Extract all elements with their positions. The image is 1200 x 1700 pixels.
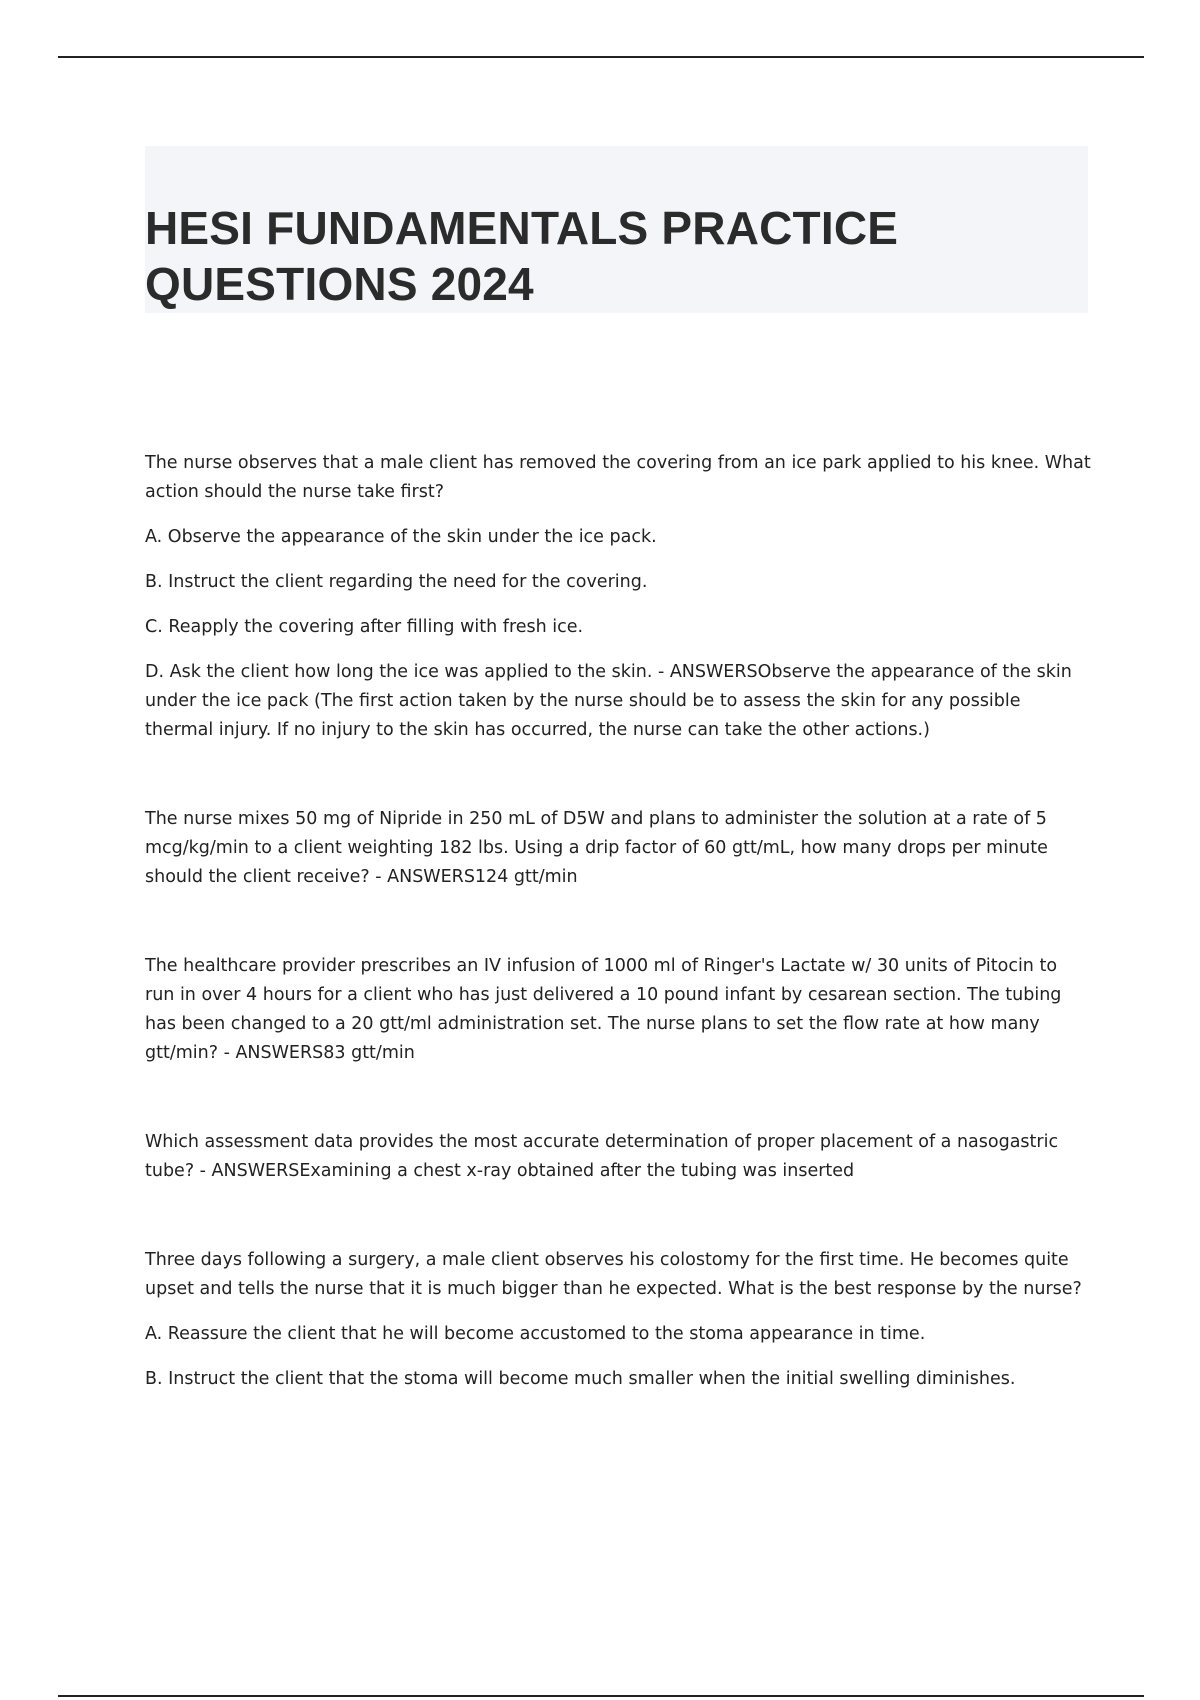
question-block [145, 952, 1091, 1068]
answer-option: A. Observe the appearance of the skin under the ice pack. [145, 527, 657, 547]
question-block [145, 449, 1091, 745]
answer-option: C. Reapply the covering after filling with fresh ice. [145, 617, 584, 637]
question-block [145, 1128, 1091, 1186]
top-divider [58, 56, 1144, 58]
question-text: Which assessment data provides the most accurate determination of proper placement of a nasogastric tube? - ANSWERSExamining a chest x-ray obtained after the tubing was inserted [145, 1132, 1059, 1181]
question-block [145, 805, 1091, 892]
bottom-divider [58, 1695, 1144, 1697]
question-text: Three days following a surgery, a male client observes his colostomy for the first time. He becomes quite upset and tells the nurse that it is much bigger than he expected. What is the best response by the nurse? [145, 1250, 1082, 1299]
question-block [145, 1246, 1091, 1394]
document-title: HESI FUNDAMENTALS PRACTICE QUESTIONS 2024 [145, 202, 899, 310]
answer-option: A. Reassure the client that he will become accustomed to the stoma appearance in time. [145, 1324, 926, 1344]
answer-option: D. Ask the client how long the ice was applied to the skin. - ANSWERSObserve the appearance of the skin under the ice pack (The first action taken by the nurse should be to assess the skin for any possible thermal injury. If no injury to the skin has occurred, the nurse can take the other actions.) [145, 662, 1072, 740]
questions-list [145, 449, 1091, 1394]
question-text: The nurse mixes 50 mg of Nipride in 250 mL of D5W and plans to administer the solution at a rate of 5 mcg/kg/min to a client weighting 182 lbs. Using a drip factor of 60 gtt/mL, how many drops per minute should the client receive? - ANSWERS124 gtt/min [145, 809, 1048, 887]
answer-option: B. Instruct the client regarding the need for the covering. [145, 572, 648, 592]
answer-option: B. Instruct the client that the stoma will become much smaller when the initial swelling diminishes. [145, 1369, 1016, 1389]
question-text: The nurse observes that a male client has removed the covering from an ice park applied to his knee. What action should the nurse take first? [145, 453, 1091, 502]
question-text: The healthcare provider prescribes an IV infusion of 1000 ml of Ringer's Lactate w/ 30 units of Pitocin to run in over 4 hours for a client who has just delivered a 10 pound infant by cesarean section. The tubing has been changed to a 20 gtt/ml administration set. The nurse plans to set the flow rate at how many gtt/min? - ANSWERS83 gtt/min [145, 956, 1062, 1063]
